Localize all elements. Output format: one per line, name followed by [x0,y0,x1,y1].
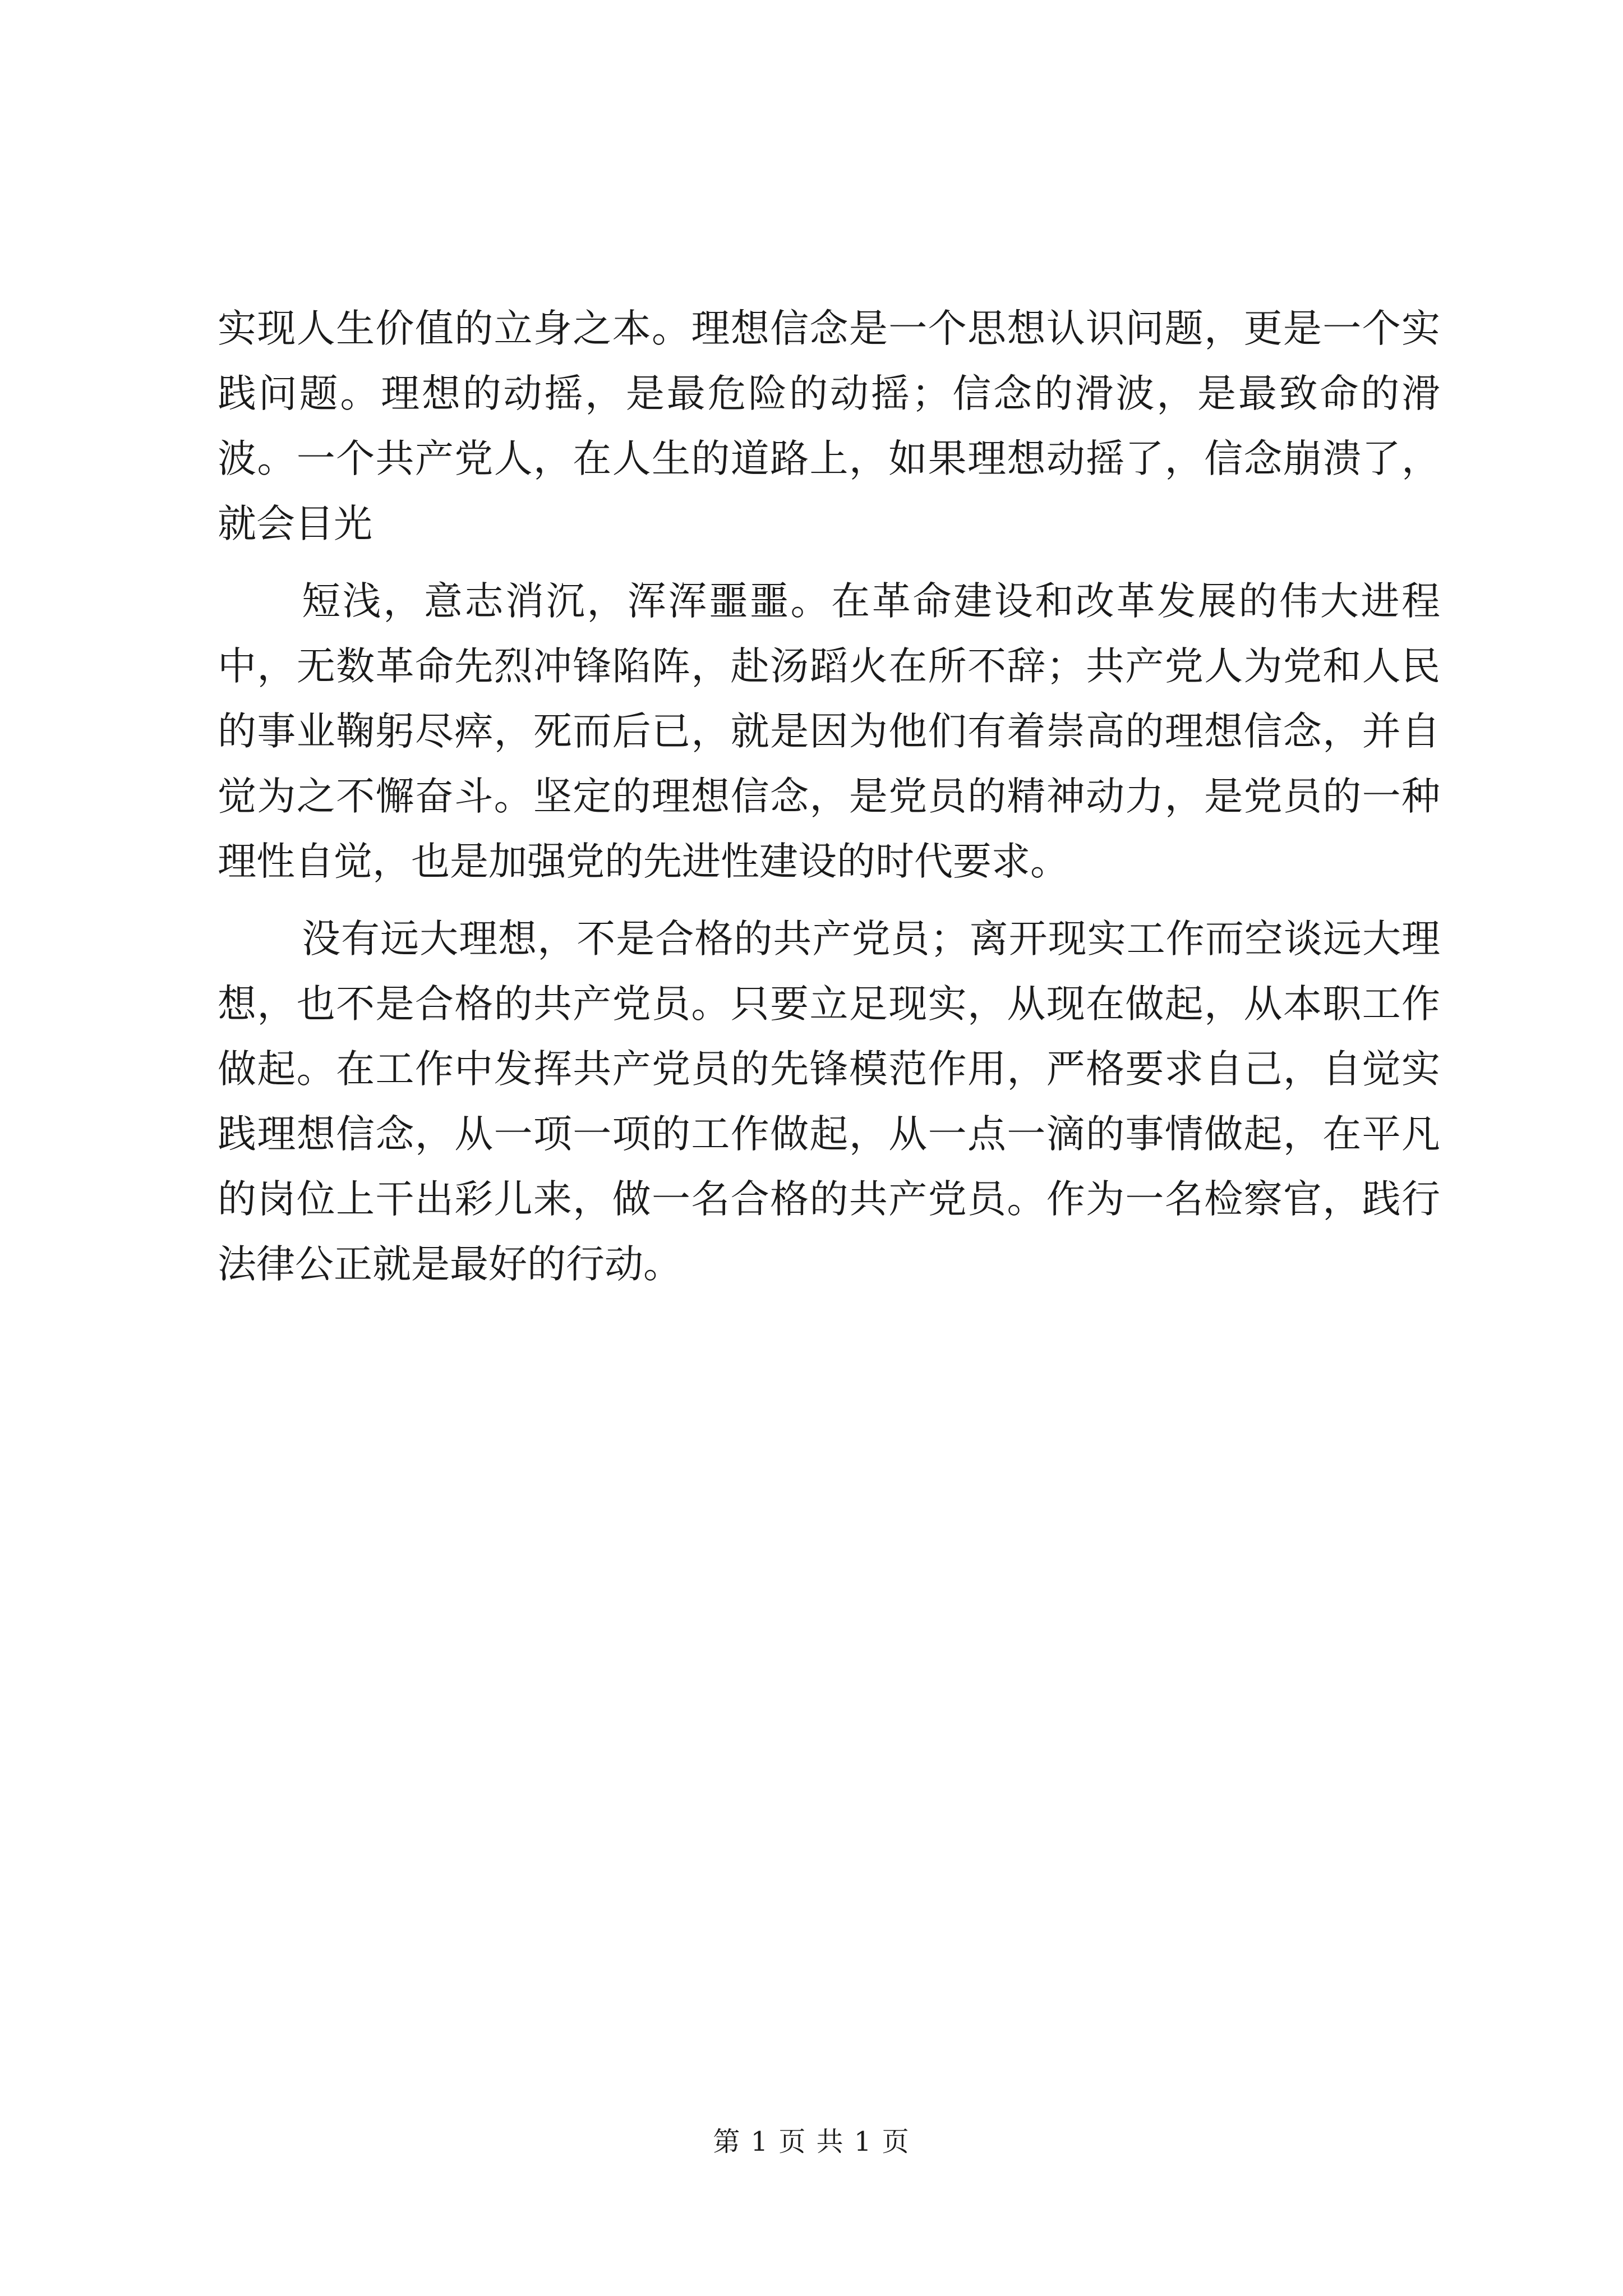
paragraph-1: 实现人生价值的立身之本。理想信念是一个思想认识问题，更是一个实践问题。理想的动摇，是最危险的动摇；信念的滑波，是最致命的滑波。一个共产党人，在人生的道路上，如果理想动摇了，信念崩溃了，就会目光 [218,306,1440,546]
page-number-footer: 第 1 页 共 1 页 [713,2126,910,2157]
paragraph-3: 没有远大理想，不是合格的共产党员；离开现实工作而空谈远大理想，也不是合格的共产党员。只要立足现实，从现在做起，从本职工作做起。在工作中发挥共产党员的先锋模范作用，严格要求自己，自觉实践理想信念，从一项一项的工作做起，从一点一滴的事情做起，在平凡的岗位上干出彩儿来，做一名合格的共产党员。作为一名检察官，践行法律公正就是最好的行动。 [218,917,1440,1287]
paragraph-2: 短浅，意志消沉，浑浑噩噩。在革命建设和改革发展的伟大进程中，无数革命先烈冲锋陷阵，赴汤蹈火在所不辞；共产党人为党和人民的事业鞠躬尽瘁，死而后已，就是因为他们有着崇高的理想信念，并自觉为之不懈奋斗。坚定的理想信念，是党员的精神动力，是党员的一种理性自觉，也是加强党的先进性建设的时代要求。 [218,579,1440,884]
document-body [218,296,1440,1297]
